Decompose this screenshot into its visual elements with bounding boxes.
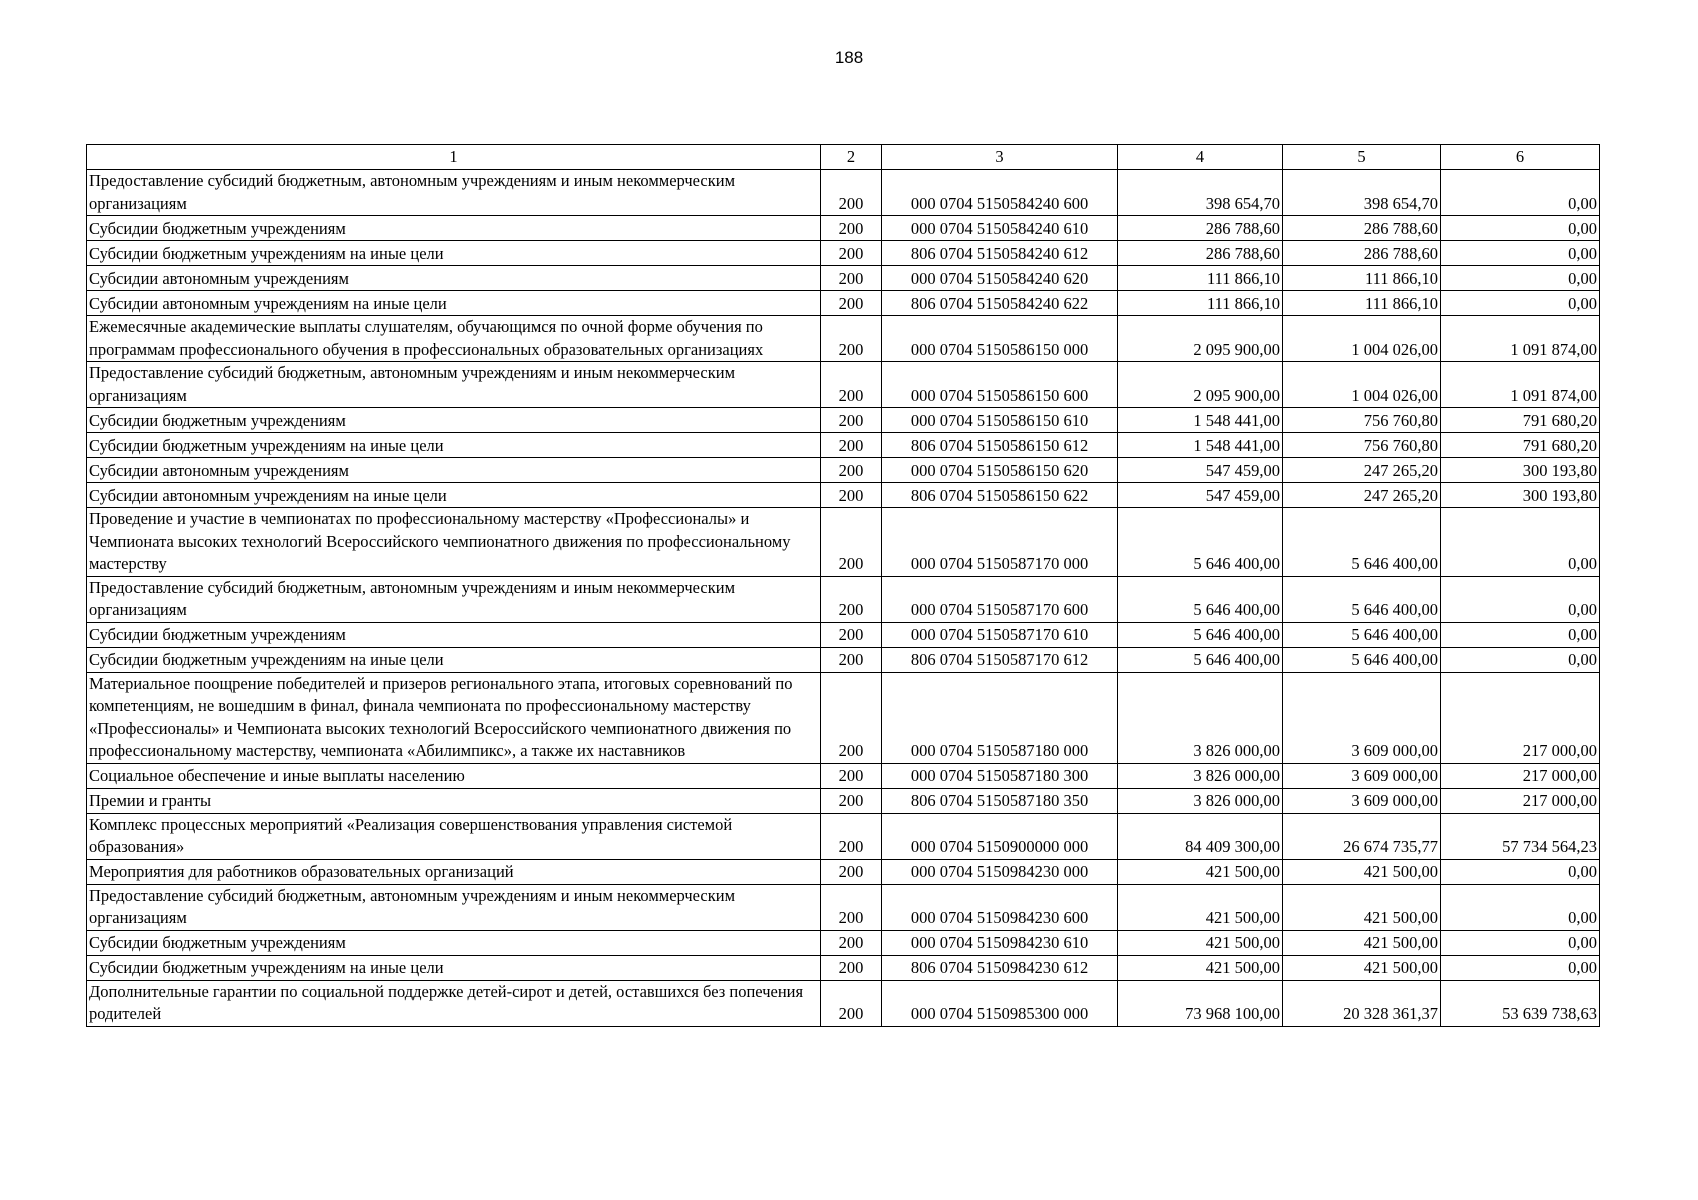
item-name-cell: Проведение и участие в чемпионатах по профессиональному мастерству «Профессионалы» и Чемпионата высоких технологий Всероссийского чемпионатного движения по профессиональному мастерству bbox=[87, 508, 821, 577]
amount-col5-cell: 421 500,00 bbox=[1283, 859, 1441, 884]
item-name-cell: Субсидии бюджетным учреждениям на иные цели bbox=[87, 241, 821, 266]
amount-col4-cell: 73 968 100,00 bbox=[1118, 980, 1283, 1026]
amount-col6-cell: 0,00 bbox=[1441, 884, 1600, 930]
classification-code-cell: 806 0704 5150587170 612 bbox=[882, 647, 1118, 672]
item-name-cell: Премии и гранты bbox=[87, 788, 821, 813]
amount-col4-cell: 5 646 400,00 bbox=[1118, 508, 1283, 577]
amount-col5-cell: 421 500,00 bbox=[1283, 930, 1441, 955]
amount-col6-cell: 0,00 bbox=[1441, 508, 1600, 577]
amount-col4-cell: 547 459,00 bbox=[1118, 458, 1283, 483]
line-code-cell: 200 bbox=[821, 813, 882, 859]
amount-col5-cell: 756 760,80 bbox=[1283, 408, 1441, 433]
line-code-cell: 200 bbox=[821, 576, 882, 622]
table-row bbox=[87, 266, 1600, 291]
table-row bbox=[87, 433, 1600, 458]
line-code-cell: 200 bbox=[821, 241, 882, 266]
amount-col5-cell: 3 609 000,00 bbox=[1283, 788, 1441, 813]
item-name-cell: Субсидии бюджетным учреждениям bbox=[87, 408, 821, 433]
amount-col4-cell: 3 826 000,00 bbox=[1118, 788, 1283, 813]
item-name-cell: Субсидии автономным учреждениям на иные цели bbox=[87, 483, 821, 508]
amount-col6-cell: 53 639 738,63 bbox=[1441, 980, 1600, 1026]
table-row bbox=[87, 458, 1600, 483]
amount-col4-cell: 1 548 441,00 bbox=[1118, 433, 1283, 458]
amount-col5-cell: 756 760,80 bbox=[1283, 433, 1441, 458]
amount-col6-cell: 0,00 bbox=[1441, 859, 1600, 884]
classification-code-cell: 000 0704 5150584240 600 bbox=[882, 170, 1118, 216]
amount-col5-cell: 247 265,20 bbox=[1283, 458, 1441, 483]
amount-col6-cell: 1 091 874,00 bbox=[1441, 316, 1600, 362]
classification-code-cell: 000 0704 5150984230 610 bbox=[882, 930, 1118, 955]
amount-col4-cell: 547 459,00 bbox=[1118, 483, 1283, 508]
classification-code-cell: 000 0704 5150587170 610 bbox=[882, 622, 1118, 647]
table-row bbox=[87, 483, 1600, 508]
item-name-cell: Предоставление субсидий бюджетным, автономным учреждениям и иным некоммерческим организациям bbox=[87, 170, 821, 216]
amount-col6-cell: 0,00 bbox=[1441, 291, 1600, 316]
line-code-cell: 200 bbox=[821, 216, 882, 241]
amount-col5-cell: 111 866,10 bbox=[1283, 266, 1441, 291]
classification-code-cell: 000 0704 5150984230 600 bbox=[882, 884, 1118, 930]
line-code-cell: 200 bbox=[821, 859, 882, 884]
classification-code-cell: 000 0704 5150984230 000 bbox=[882, 859, 1118, 884]
item-name-cell: Социальное обеспечение и иные выплаты населению bbox=[87, 763, 821, 788]
table-row bbox=[87, 788, 1600, 813]
amount-col5-cell: 20 328 361,37 bbox=[1283, 980, 1441, 1026]
amount-col5-cell: 398 654,70 bbox=[1283, 170, 1441, 216]
amount-col5-cell: 3 609 000,00 bbox=[1283, 672, 1441, 763]
classification-code-cell: 000 0704 5150587180 300 bbox=[882, 763, 1118, 788]
table-row bbox=[87, 813, 1600, 859]
amount-col4-cell: 3 826 000,00 bbox=[1118, 672, 1283, 763]
amount-col4-cell: 111 866,10 bbox=[1118, 291, 1283, 316]
table-row bbox=[87, 980, 1600, 1026]
amount-col6-cell: 0,00 bbox=[1441, 170, 1600, 216]
classification-code-cell: 000 0704 5150586150 610 bbox=[882, 408, 1118, 433]
amount-col5-cell: 3 609 000,00 bbox=[1283, 763, 1441, 788]
amount-col6-cell: 0,00 bbox=[1441, 576, 1600, 622]
amount-col4-cell: 3 826 000,00 bbox=[1118, 763, 1283, 788]
amount-col4-cell: 5 646 400,00 bbox=[1118, 576, 1283, 622]
line-code-cell: 200 bbox=[821, 408, 882, 433]
column-header: 5 bbox=[1283, 145, 1441, 170]
item-name-cell: Субсидии бюджетным учреждениям на иные цели bbox=[87, 433, 821, 458]
table-row bbox=[87, 508, 1600, 577]
line-code-cell: 200 bbox=[821, 362, 882, 408]
amount-col4-cell: 421 500,00 bbox=[1118, 955, 1283, 980]
classification-code-cell: 806 0704 5150584240 622 bbox=[882, 291, 1118, 316]
item-name-cell: Субсидии бюджетным учреждениям на иные цели bbox=[87, 955, 821, 980]
table-row bbox=[87, 955, 1600, 980]
amount-col6-cell: 0,00 bbox=[1441, 241, 1600, 266]
amount-col5-cell: 421 500,00 bbox=[1283, 955, 1441, 980]
amount-col6-cell: 300 193,80 bbox=[1441, 483, 1600, 508]
table-row bbox=[87, 884, 1600, 930]
column-header: 4 bbox=[1118, 145, 1283, 170]
line-code-cell: 200 bbox=[821, 266, 882, 291]
item-name-cell: Субсидии автономным учреждениям bbox=[87, 458, 821, 483]
amount-col4-cell: 421 500,00 bbox=[1118, 884, 1283, 930]
item-name-cell: Субсидии бюджетным учреждениям bbox=[87, 622, 821, 647]
line-code-cell: 200 bbox=[821, 763, 882, 788]
classification-code-cell: 000 0704 5150587170 000 bbox=[882, 508, 1118, 577]
line-code-cell: 200 bbox=[821, 170, 882, 216]
line-code-cell: 200 bbox=[821, 622, 882, 647]
item-name-cell: Предоставление субсидий бюджетным, автономным учреждениям и иным некоммерческим организациям bbox=[87, 362, 821, 408]
item-name-cell: Субсидии автономным учреждениям на иные цели bbox=[87, 291, 821, 316]
table-row bbox=[87, 316, 1600, 362]
classification-code-cell: 806 0704 5150586150 622 bbox=[882, 483, 1118, 508]
line-code-cell: 200 bbox=[821, 672, 882, 763]
amount-col6-cell: 217 000,00 bbox=[1441, 672, 1600, 763]
table-row bbox=[87, 622, 1600, 647]
amount-col5-cell: 5 646 400,00 bbox=[1283, 647, 1441, 672]
amount-col6-cell: 0,00 bbox=[1441, 647, 1600, 672]
line-code-cell: 200 bbox=[821, 291, 882, 316]
budget-table bbox=[86, 144, 1600, 1027]
amount-col4-cell: 421 500,00 bbox=[1118, 930, 1283, 955]
classification-code-cell: 000 0704 5150586150 620 bbox=[882, 458, 1118, 483]
table-row bbox=[87, 241, 1600, 266]
amount-col5-cell: 5 646 400,00 bbox=[1283, 576, 1441, 622]
column-header: 6 bbox=[1441, 145, 1600, 170]
line-code-cell: 200 bbox=[821, 955, 882, 980]
amount-col4-cell: 1 548 441,00 bbox=[1118, 408, 1283, 433]
item-name-cell: Предоставление субсидий бюджетным, автономным учреждениям и иным некоммерческим организациям bbox=[87, 576, 821, 622]
amount-col4-cell: 286 788,60 bbox=[1118, 216, 1283, 241]
amount-col6-cell: 0,00 bbox=[1441, 930, 1600, 955]
classification-code-cell: 806 0704 5150584240 612 bbox=[882, 241, 1118, 266]
classification-code-cell: 000 0704 5150985300 000 bbox=[882, 980, 1118, 1026]
classification-code-cell: 000 0704 5150586150 600 bbox=[882, 362, 1118, 408]
amount-col5-cell: 286 788,60 bbox=[1283, 216, 1441, 241]
amount-col4-cell: 111 866,10 bbox=[1118, 266, 1283, 291]
item-name-cell: Субсидии бюджетным учреждениям bbox=[87, 216, 821, 241]
amount-col6-cell: 217 000,00 bbox=[1441, 788, 1600, 813]
amount-col6-cell: 791 680,20 bbox=[1441, 408, 1600, 433]
amount-col4-cell: 421 500,00 bbox=[1118, 859, 1283, 884]
amount-col5-cell: 26 674 735,77 bbox=[1283, 813, 1441, 859]
amount-col5-cell: 5 646 400,00 bbox=[1283, 508, 1441, 577]
table-row bbox=[87, 362, 1600, 408]
classification-code-cell: 000 0704 5150900000 000 bbox=[882, 813, 1118, 859]
line-code-cell: 200 bbox=[821, 483, 882, 508]
amount-col5-cell: 1 004 026,00 bbox=[1283, 362, 1441, 408]
item-name-cell: Комплекс процессных мероприятий «Реализация совершенствования управления системой образования» bbox=[87, 813, 821, 859]
amount-col4-cell: 398 654,70 bbox=[1118, 170, 1283, 216]
table-body bbox=[87, 170, 1600, 1027]
item-name-cell: Субсидии бюджетным учреждениям на иные цели bbox=[87, 647, 821, 672]
item-name-cell: Ежемесячные академические выплаты слушателям, обучающимся по очной форме обучения по программам профессионального обучения в профессиональных образовательных организациях bbox=[87, 316, 821, 362]
table-header-row bbox=[87, 145, 1600, 170]
item-name-cell: Мероприятия для работников образовательных организаций bbox=[87, 859, 821, 884]
item-name-cell: Предоставление субсидий бюджетным, автономным учреждениям и иным некоммерческим организациям bbox=[87, 884, 821, 930]
amount-col4-cell: 286 788,60 bbox=[1118, 241, 1283, 266]
table-row bbox=[87, 216, 1600, 241]
amount-col4-cell: 5 646 400,00 bbox=[1118, 647, 1283, 672]
amount-col5-cell: 421 500,00 bbox=[1283, 884, 1441, 930]
amount-col5-cell: 111 866,10 bbox=[1283, 291, 1441, 316]
amount-col6-cell: 1 091 874,00 bbox=[1441, 362, 1600, 408]
amount-col4-cell: 2 095 900,00 bbox=[1118, 316, 1283, 362]
line-code-cell: 200 bbox=[821, 433, 882, 458]
amount-col6-cell: 0,00 bbox=[1441, 622, 1600, 647]
line-code-cell: 200 bbox=[821, 508, 882, 577]
line-code-cell: 200 bbox=[821, 884, 882, 930]
line-code-cell: 200 bbox=[821, 647, 882, 672]
column-header: 3 bbox=[882, 145, 1118, 170]
item-name-cell: Материальное поощрение победителей и призеров регионального этапа, итоговых соревнований по компетенциям, не вошедшим в финал, финала чемпионата по профессиональному мастерству «Профессионалы» и Чемпионата высоких технологий Всероссийского чемпионатного движения по профессиональному мастерству, чемпионата «Абилимпикс», а также их наставников bbox=[87, 672, 821, 763]
classification-code-cell: 806 0704 5150586150 612 bbox=[882, 433, 1118, 458]
table-row bbox=[87, 291, 1600, 316]
column-header: 1 bbox=[87, 145, 821, 170]
classification-code-cell: 000 0704 5150587170 600 bbox=[882, 576, 1118, 622]
amount-col5-cell: 247 265,20 bbox=[1283, 483, 1441, 508]
classification-code-cell: 000 0704 5150584240 610 bbox=[882, 216, 1118, 241]
item-name-cell: Субсидии бюджетным учреждениям bbox=[87, 930, 821, 955]
amount-col6-cell: 0,00 bbox=[1441, 216, 1600, 241]
line-code-cell: 200 bbox=[821, 316, 882, 362]
line-code-cell: 200 bbox=[821, 788, 882, 813]
table-row bbox=[87, 930, 1600, 955]
classification-code-cell: 806 0704 5150587180 350 bbox=[882, 788, 1118, 813]
amount-col5-cell: 286 788,60 bbox=[1283, 241, 1441, 266]
table-row bbox=[87, 170, 1600, 216]
amount-col6-cell: 57 734 564,23 bbox=[1441, 813, 1600, 859]
amount-col6-cell: 300 193,80 bbox=[1441, 458, 1600, 483]
line-code-cell: 200 bbox=[821, 980, 882, 1026]
classification-code-cell: 000 0704 5150586150 000 bbox=[882, 316, 1118, 362]
table-row bbox=[87, 647, 1600, 672]
amount-col4-cell: 5 646 400,00 bbox=[1118, 622, 1283, 647]
amount-col5-cell: 5 646 400,00 bbox=[1283, 622, 1441, 647]
item-name-cell: Субсидии автономным учреждениям bbox=[87, 266, 821, 291]
table-row bbox=[87, 408, 1600, 433]
column-header: 2 bbox=[821, 145, 882, 170]
amount-col5-cell: 1 004 026,00 bbox=[1283, 316, 1441, 362]
amount-col6-cell: 0,00 bbox=[1441, 266, 1600, 291]
page-number: 188 bbox=[834, 48, 864, 67]
amount-col6-cell: 791 680,20 bbox=[1441, 433, 1600, 458]
classification-code-cell: 000 0704 5150584240 620 bbox=[882, 266, 1118, 291]
amount-col4-cell: 84 409 300,00 bbox=[1118, 813, 1283, 859]
line-code-cell: 200 bbox=[821, 930, 882, 955]
amount-col6-cell: 0,00 bbox=[1441, 955, 1600, 980]
table-row bbox=[87, 672, 1600, 763]
item-name-cell: Дополнительные гарантии по социальной поддержке детей-сирот и детей, оставшихся без попечения родителей bbox=[87, 980, 821, 1026]
classification-code-cell: 806 0704 5150984230 612 bbox=[882, 955, 1118, 980]
table-row bbox=[87, 763, 1600, 788]
amount-col4-cell: 2 095 900,00 bbox=[1118, 362, 1283, 408]
line-code-cell: 200 bbox=[821, 458, 882, 483]
table-row bbox=[87, 576, 1600, 622]
amount-col6-cell: 217 000,00 bbox=[1441, 763, 1600, 788]
table-row bbox=[87, 859, 1600, 884]
classification-code-cell: 000 0704 5150587180 000 bbox=[882, 672, 1118, 763]
